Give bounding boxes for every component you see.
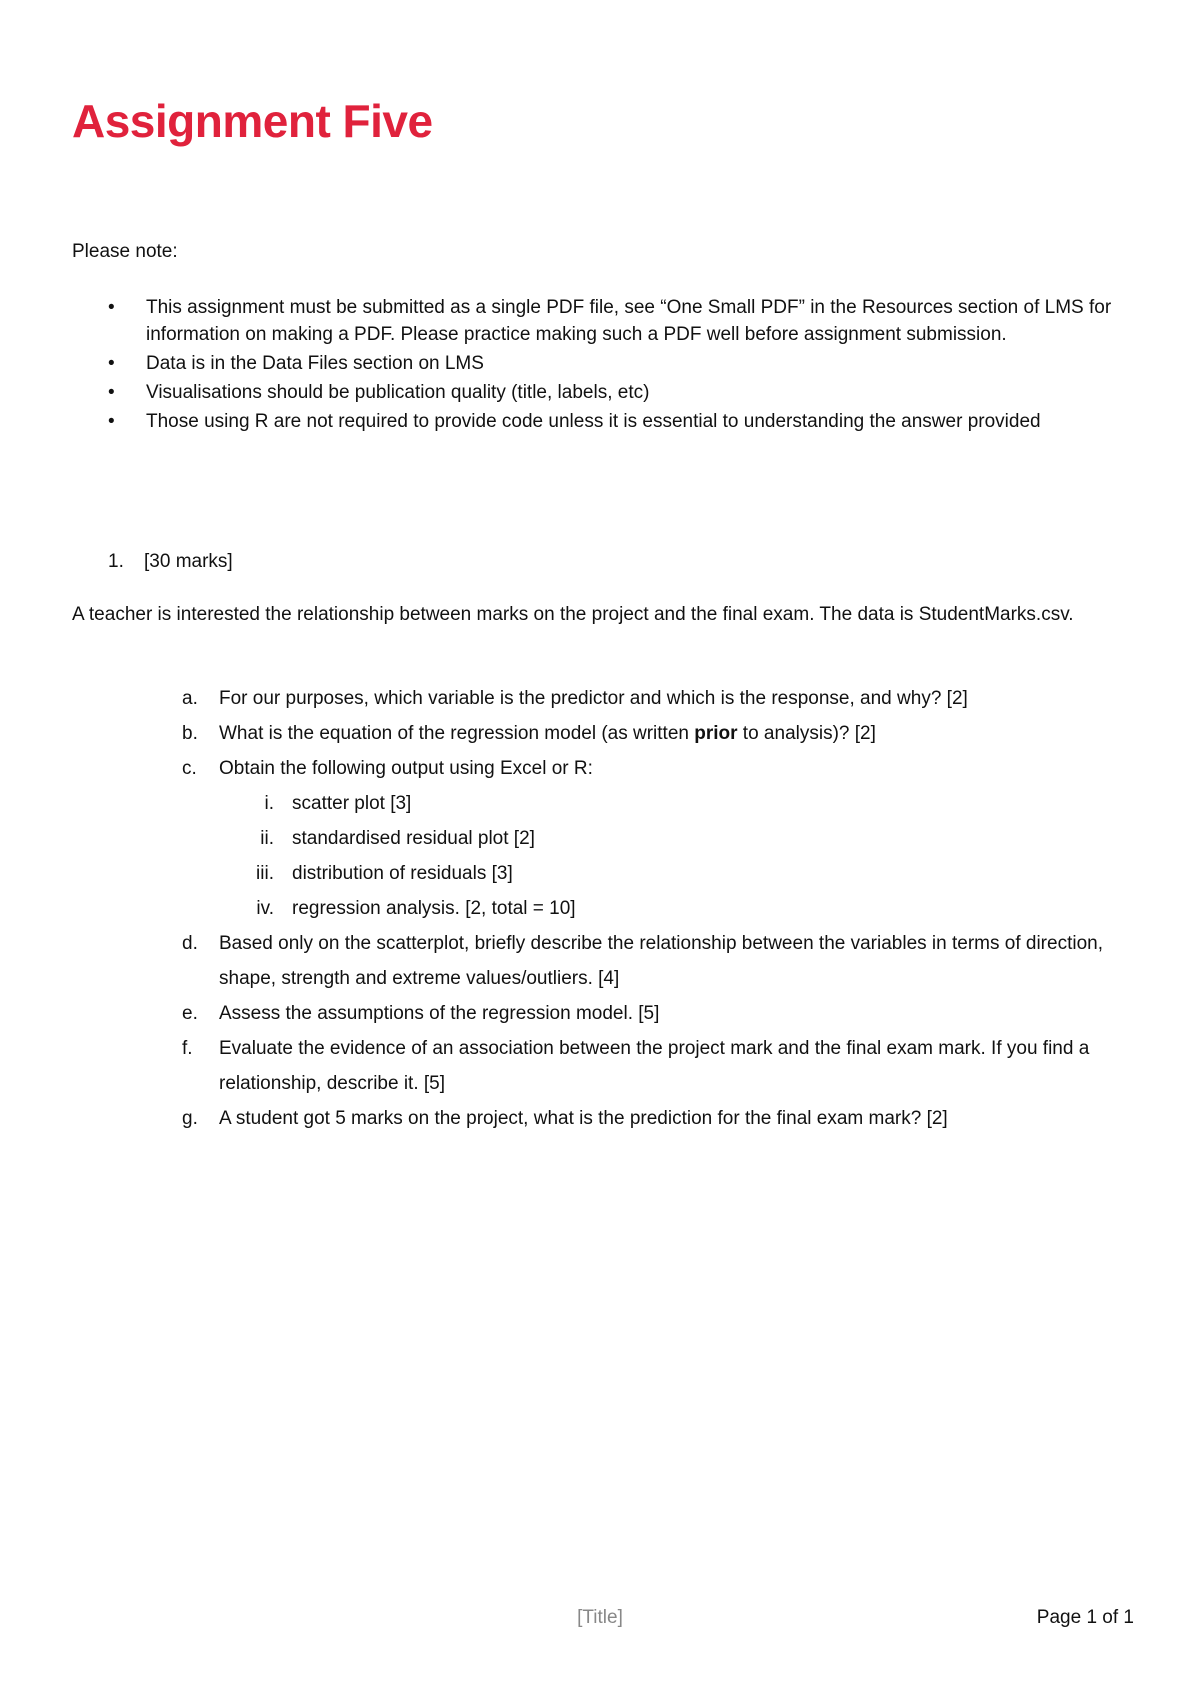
bullet-icon: •	[108, 382, 115, 403]
subpart-i	[72, 786, 1162, 821]
note-item	[72, 408, 1152, 435]
part-a	[72, 681, 1162, 716]
subpart-label: iv.	[256, 898, 274, 919]
document-title: Assignment Five	[72, 95, 433, 147]
bullet-icon: •	[108, 353, 115, 374]
part-text: Assess the assumptions of the regression model. [5]	[219, 1003, 660, 1024]
note-item	[72, 350, 1152, 377]
note-text: This assignment must be submitted as a single PDF file, see “One Small PDF” in the Resources section of LMS for information on making a PDF. Please practice making such a PDF well before assignment submission.	[146, 297, 1112, 345]
part-text: Evaluate the evidence of an association between the project mark and the final exam mark. If you find a relationship, describe it. [5]	[219, 1038, 1090, 1094]
part-f	[72, 1031, 1162, 1101]
question-number: 1.	[108, 551, 124, 572]
subpart-ii	[72, 821, 1162, 856]
note-label: Please note:	[72, 241, 178, 262]
subpart-text: standardised residual plot [2]	[292, 828, 535, 849]
subpart-label: iii.	[256, 863, 274, 884]
footer-title-placeholder: [Title]	[577, 1607, 623, 1628]
note-text: Visualisations should be publication quality (title, labels, etc)	[146, 382, 650, 403]
part-text-before: What is the equation of the regression model (as written	[219, 723, 695, 744]
part-e	[72, 996, 1162, 1031]
note-item	[72, 379, 1152, 406]
part-b	[72, 716, 1162, 751]
part-label: a.	[182, 688, 198, 709]
part-label: e.	[182, 1003, 198, 1024]
part-g	[72, 1101, 1162, 1136]
note-item	[72, 294, 1152, 348]
question-marks: [30 marks]	[144, 551, 233, 572]
subpart-text: regression analysis. [2, total = 10]	[292, 898, 576, 919]
part-label: f.	[182, 1038, 193, 1059]
footer-page-indicator: Page 1 of 1	[1036, 1607, 1134, 1628]
part-label: c.	[182, 758, 197, 779]
notes-list	[72, 294, 1152, 437]
part-label: g.	[182, 1108, 198, 1129]
bullet-icon: •	[108, 411, 115, 432]
part-text: Obtain the following output using Excel or R:	[219, 758, 593, 779]
bullet-icon: •	[108, 297, 115, 318]
subpart-iv	[72, 891, 1162, 926]
part-text: For our purposes, which variable is the predictor and which is the response, and why? [2]	[219, 688, 968, 709]
part-text	[72, 716, 1162, 751]
subpart-label: i.	[264, 793, 274, 814]
subpart-iii	[72, 856, 1162, 891]
part-text: Based only on the scatterplot, briefly describe the relationship between the variables in terms of direction, shape, strength and extreme values/outliers. [4]	[219, 933, 1103, 989]
part-text-bold: prior	[694, 723, 738, 744]
part-d	[72, 926, 1162, 996]
part-c	[72, 751, 1162, 926]
question-intro: A teacher is interested the relationship between marks on the project and the final exam. The data is StudentMarks.csv.	[72, 604, 1074, 625]
subpart-label: ii.	[260, 828, 274, 849]
part-text-after: to analysis)? [2]	[737, 723, 876, 744]
note-text: Those using R are not required to provide code unless it is essential to understanding the answer provided	[146, 411, 1041, 432]
subpart-text: distribution of residuals [3]	[292, 863, 513, 884]
part-text: A student got 5 marks on the project, what is the prediction for the final exam mark? [2]	[219, 1108, 948, 1129]
part-label: b.	[182, 723, 198, 744]
part-label: d.	[182, 933, 198, 954]
question-parts	[72, 681, 1162, 1136]
subpart-text: scatter plot [3]	[292, 793, 412, 814]
question-1-heading	[108, 549, 233, 575]
note-text: Data is in the Data Files section on LMS	[146, 353, 484, 374]
